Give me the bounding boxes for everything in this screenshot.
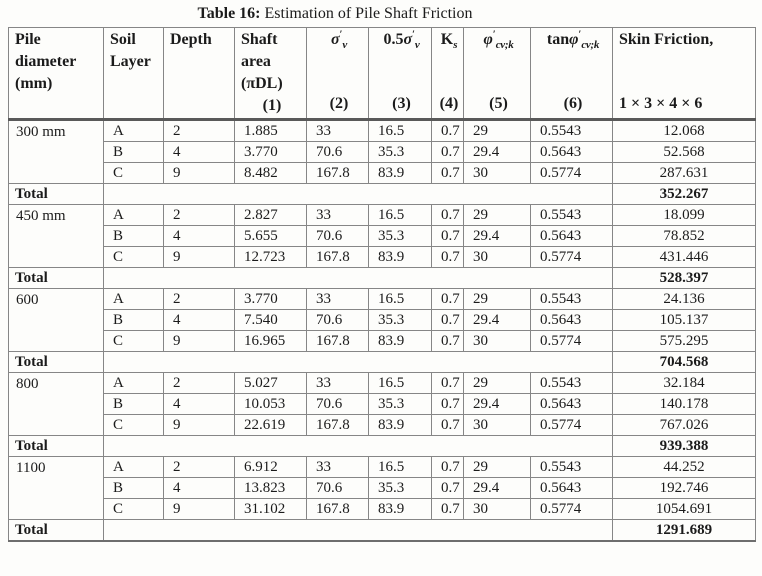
cell-ks: 0.7 xyxy=(432,478,464,499)
cell-phi: 29.4 xyxy=(464,310,531,331)
table-row xyxy=(9,499,756,520)
cell-tan-phi: 0.5774 xyxy=(531,247,613,268)
cell-skin-friction: 78.852 xyxy=(613,226,756,247)
column-number-4: (4) xyxy=(439,95,459,112)
cell-soil-layer: C xyxy=(104,499,164,520)
cell-pile-diameter: 600 xyxy=(9,289,104,352)
table-row xyxy=(9,205,756,226)
cell-half-sigma-v: 35.3 xyxy=(369,226,432,247)
cell-ks: 0.7 xyxy=(432,457,464,478)
cell-phi: 30 xyxy=(464,247,531,268)
cell-depth: 4 xyxy=(164,310,235,331)
cell-half-sigma-v: 35.3 xyxy=(369,478,432,499)
skin-friction-formula: 1 × 3 × 4 × 6 xyxy=(619,95,703,112)
cell-ks: 0.7 xyxy=(432,142,464,163)
cell-sigma-v: 167.8 xyxy=(307,499,369,520)
column-header-tan-phi-cvk: tanφ′$_{cv;k}$ (6) xyxy=(531,28,613,120)
total-label: Total xyxy=(9,268,104,289)
cell-phi: 29.4 xyxy=(464,226,531,247)
cell-half-sigma-v: 35.3 xyxy=(369,142,432,163)
cell-half-sigma-v: 16.5 xyxy=(369,457,432,478)
cell-tan-phi: 0.5543 xyxy=(531,373,613,394)
total-spacer xyxy=(104,184,613,205)
cell-skin-friction: 140.178 xyxy=(613,394,756,415)
cell-tan-phi: 0.5543 xyxy=(531,205,613,226)
cell-sigma-v: 33 xyxy=(307,120,369,142)
cell-soil-layer: A xyxy=(104,120,164,142)
cell-ks: 0.7 xyxy=(432,394,464,415)
cell-depth: 2 xyxy=(164,457,235,478)
header-row xyxy=(9,28,756,120)
cell-depth: 9 xyxy=(164,499,235,520)
table-caption-number: Table 16: xyxy=(197,5,261,22)
cell-sigma-v: 167.8 xyxy=(307,163,369,184)
column-number-1: (1) xyxy=(262,97,282,114)
cell-soil-layer: C xyxy=(104,163,164,184)
cell-ks: 0.7 xyxy=(432,226,464,247)
cell-tan-phi: 0.5643 xyxy=(531,394,613,415)
cell-shaft-area: 5.655 xyxy=(235,226,307,247)
cell-ks: 0.7 xyxy=(432,415,464,436)
cell-skin-friction: 44.252 xyxy=(613,457,756,478)
table-row xyxy=(9,289,756,310)
cell-sigma-v: 70.6 xyxy=(307,226,369,247)
total-spacer xyxy=(104,268,613,289)
column-header-pile-diameter: Pile diameter (mm) xyxy=(9,28,104,120)
cell-phi: 29 xyxy=(464,289,531,310)
cell-soil-layer: B xyxy=(104,226,164,247)
table-caption xyxy=(0,0,762,24)
table-row xyxy=(9,142,756,163)
total-spacer xyxy=(104,520,613,542)
cell-sigma-v: 33 xyxy=(307,373,369,394)
cell-depth: 4 xyxy=(164,478,235,499)
cell-skin-friction: 105.137 xyxy=(613,310,756,331)
cell-tan-phi: 0.5543 xyxy=(531,120,613,142)
column-header-depth: Depth xyxy=(164,28,235,120)
cell-sigma-v: 167.8 xyxy=(307,331,369,352)
table-row xyxy=(9,120,756,142)
cell-depth: 2 xyxy=(164,205,235,226)
cell-pile-diameter: 300 mm xyxy=(9,120,104,184)
cell-phi: 29.4 xyxy=(464,478,531,499)
cell-tan-phi: 0.5643 xyxy=(531,226,613,247)
cell-phi: 29 xyxy=(464,457,531,478)
cell-half-sigma-v: 16.5 xyxy=(369,120,432,142)
total-label: Total xyxy=(9,352,104,373)
total-value: 352.267 xyxy=(613,184,756,205)
total-label: Total xyxy=(9,184,104,205)
cell-ks: 0.7 xyxy=(432,331,464,352)
cell-skin-friction: 18.099 xyxy=(613,205,756,226)
pile-shaft-friction-table xyxy=(8,27,756,542)
cell-sigma-v: 167.8 xyxy=(307,247,369,268)
cell-pile-diameter: 800 xyxy=(9,373,104,436)
cell-skin-friction: 52.568 xyxy=(613,142,756,163)
cell-shaft-area: 6.912 xyxy=(235,457,307,478)
cell-sigma-v: 33 xyxy=(307,205,369,226)
cell-depth: 9 xyxy=(164,163,235,184)
total-row xyxy=(9,436,756,457)
table-row xyxy=(9,310,756,331)
cell-skin-friction: 12.068 xyxy=(613,120,756,142)
table-row xyxy=(9,331,756,352)
cell-sigma-v: 70.6 xyxy=(307,478,369,499)
cell-skin-friction: 24.136 xyxy=(613,289,756,310)
cell-skin-friction: 431.446 xyxy=(613,247,756,268)
cell-sigma-v: 70.6 xyxy=(307,310,369,331)
cell-tan-phi: 0.5643 xyxy=(531,478,613,499)
cell-shaft-area: 1.885 xyxy=(235,120,307,142)
cell-skin-friction: 192.746 xyxy=(613,478,756,499)
column-number-3: (3) xyxy=(392,95,411,112)
cell-skin-friction: 32.184 xyxy=(613,373,756,394)
cell-pile-diameter: 1100 xyxy=(9,457,104,520)
cell-depth: 4 xyxy=(164,142,235,163)
column-header-skin-friction: Skin Friction, 1 × 3 × 4 × 6 xyxy=(613,28,756,120)
cell-tan-phi: 0.5543 xyxy=(531,289,613,310)
cell-soil-layer: B xyxy=(104,142,164,163)
total-value: 939.388 xyxy=(613,436,756,457)
cell-half-sigma-v: 83.9 xyxy=(369,247,432,268)
cell-phi: 29 xyxy=(464,120,531,142)
total-row xyxy=(9,184,756,205)
cell-skin-friction: 767.026 xyxy=(613,415,756,436)
cell-shaft-area: 31.102 xyxy=(235,499,307,520)
cell-shaft-area: 12.723 xyxy=(235,247,307,268)
column-number-6: (6) xyxy=(563,95,583,112)
cell-phi: 30 xyxy=(464,415,531,436)
cell-phi: 30 xyxy=(464,499,531,520)
cell-half-sigma-v: 83.9 xyxy=(369,331,432,352)
cell-half-sigma-v: 16.5 xyxy=(369,205,432,226)
table-row xyxy=(9,163,756,184)
cell-pile-diameter: 450 mm xyxy=(9,205,104,268)
cell-ks: 0.7 xyxy=(432,373,464,394)
cell-phi: 29 xyxy=(464,205,531,226)
cell-shaft-area: 13.823 xyxy=(235,478,307,499)
cell-ks: 0.7 xyxy=(432,247,464,268)
column-number-5: (5) xyxy=(489,95,508,112)
table-row xyxy=(9,394,756,415)
cell-phi: 30 xyxy=(464,331,531,352)
cell-sigma-v: 167.8 xyxy=(307,415,369,436)
cell-shaft-area: 7.540 xyxy=(235,310,307,331)
cell-soil-layer: C xyxy=(104,331,164,352)
total-spacer xyxy=(104,436,613,457)
cell-half-sigma-v: 16.5 xyxy=(369,289,432,310)
cell-phi: 29.4 xyxy=(464,394,531,415)
total-row xyxy=(9,520,756,542)
table-row xyxy=(9,373,756,394)
cell-ks: 0.7 xyxy=(432,163,464,184)
cell-tan-phi: 0.5774 xyxy=(531,415,613,436)
cell-half-sigma-v: 35.3 xyxy=(369,310,432,331)
total-row xyxy=(9,352,756,373)
cell-half-sigma-v: 83.9 xyxy=(369,499,432,520)
cell-depth: 9 xyxy=(164,415,235,436)
cell-shaft-area: 3.770 xyxy=(235,142,307,163)
cell-soil-layer: A xyxy=(104,373,164,394)
cell-soil-layer: B xyxy=(104,310,164,331)
cell-depth: 9 xyxy=(164,331,235,352)
cell-depth: 2 xyxy=(164,373,235,394)
cell-depth: 9 xyxy=(164,247,235,268)
cell-soil-layer: B xyxy=(104,394,164,415)
cell-shaft-area: 16.965 xyxy=(235,331,307,352)
cell-ks: 0.7 xyxy=(432,120,464,142)
cell-phi: 29.4 xyxy=(464,142,531,163)
cell-ks: 0.7 xyxy=(432,310,464,331)
cell-soil-layer: A xyxy=(104,205,164,226)
cell-half-sigma-v: 35.3 xyxy=(369,394,432,415)
cell-skin-friction: 287.631 xyxy=(613,163,756,184)
cell-tan-phi: 0.5643 xyxy=(531,310,613,331)
cell-tan-phi: 0.5643 xyxy=(531,142,613,163)
column-number-2: (2) xyxy=(329,95,349,112)
column-header-shaft-area: Shaft area (πDL) (1) xyxy=(235,28,307,120)
cell-tan-phi: 0.5774 xyxy=(531,163,613,184)
cell-soil-layer: B xyxy=(104,478,164,499)
cell-half-sigma-v: 83.9 xyxy=(369,163,432,184)
cell-shaft-area: 8.482 xyxy=(235,163,307,184)
column-header-soil-layer: Soil Layer xyxy=(104,28,164,120)
cell-ks: 0.7 xyxy=(432,499,464,520)
total-value: 1291.689 xyxy=(613,520,756,542)
cell-soil-layer: C xyxy=(104,247,164,268)
cell-half-sigma-v: 83.9 xyxy=(369,415,432,436)
total-label: Total xyxy=(9,520,104,542)
cell-phi: 29 xyxy=(464,373,531,394)
table-row xyxy=(9,478,756,499)
table-row xyxy=(9,226,756,247)
column-header-half-sigma-v: $0.5\sigma'_v$ (3) xyxy=(369,28,432,120)
cell-skin-friction: 1054.691 xyxy=(613,499,756,520)
column-header-phi-cvk: $\varphi'_{cv;k}$ (5) xyxy=(464,28,531,120)
table-row xyxy=(9,415,756,436)
cell-sigma-v: 33 xyxy=(307,289,369,310)
cell-shaft-area: 22.619 xyxy=(235,415,307,436)
cell-depth: 4 xyxy=(164,394,235,415)
cell-soil-layer: C xyxy=(104,415,164,436)
total-label: Total xyxy=(9,436,104,457)
cell-half-sigma-v: 16.5 xyxy=(369,373,432,394)
cell-ks: 0.7 xyxy=(432,205,464,226)
table-row xyxy=(9,457,756,478)
cell-sigma-v: 70.6 xyxy=(307,142,369,163)
table-caption-text: Estimation of Pile Shaft Friction xyxy=(260,5,473,22)
cell-tan-phi: 0.5543 xyxy=(531,457,613,478)
cell-shaft-area: 3.770 xyxy=(235,289,307,310)
cell-phi: 30 xyxy=(464,163,531,184)
cell-tan-phi: 0.5774 xyxy=(531,499,613,520)
cell-shaft-area: 2.827 xyxy=(235,205,307,226)
cell-shaft-area: 5.027 xyxy=(235,373,307,394)
cell-depth: 2 xyxy=(164,289,235,310)
cell-ks: 0.7 xyxy=(432,289,464,310)
cell-sigma-v: 70.6 xyxy=(307,394,369,415)
total-value: 704.568 xyxy=(613,352,756,373)
column-header-ks: $K_s$ (4) xyxy=(432,28,464,120)
table-row xyxy=(9,247,756,268)
total-value: 528.397 xyxy=(613,268,756,289)
column-header-sigma-v: $\sigma'_v$ (2) xyxy=(307,28,369,120)
cell-depth: 4 xyxy=(164,226,235,247)
cell-sigma-v: 33 xyxy=(307,457,369,478)
cell-depth: 2 xyxy=(164,120,235,142)
total-row xyxy=(9,268,756,289)
cell-tan-phi: 0.5774 xyxy=(531,331,613,352)
cell-skin-friction: 575.295 xyxy=(613,331,756,352)
cell-shaft-area: 10.053 xyxy=(235,394,307,415)
cell-soil-layer: A xyxy=(104,457,164,478)
total-spacer xyxy=(104,352,613,373)
cell-soil-layer: A xyxy=(104,289,164,310)
